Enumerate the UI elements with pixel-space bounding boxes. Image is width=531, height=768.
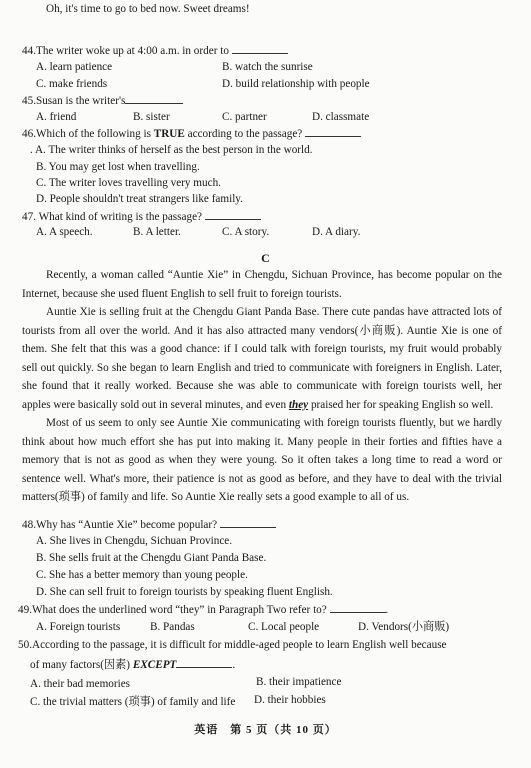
option-48-d: D. She can sell fruit to foreign tourists by speaking fluent English. <box>36 586 333 598</box>
question-48 <box>22 516 276 533</box>
answer-blank <box>232 42 288 54</box>
option-50-d: D. their hobbies <box>254 694 326 706</box>
option-49-b: B. Pandas <box>150 621 195 633</box>
paragraph-2-end: praised her for speaking English so well. <box>308 398 494 411</box>
option-46-d: D. People shouldn't treat strangers like family. <box>36 193 243 205</box>
question-44 <box>22 42 288 59</box>
page-footer: 英语 第 5 页（共 10 页） <box>194 724 337 736</box>
closing-line: Oh, it's time to go to bed now. Sweet dreams! <box>46 3 250 15</box>
option-47-a: A. A speech. <box>36 226 93 238</box>
option-48-b: B. She sells fruit at the Chengdu Giant Panda Base. <box>36 552 267 564</box>
option-44-c: C. make friends <box>36 78 108 90</box>
question-49-stem: 49.What does the underlined word “they” in Paragraph Two refer to? <box>18 604 327 616</box>
answer-blank <box>176 656 232 668</box>
question-46 <box>22 125 361 142</box>
answer-blank <box>305 125 361 137</box>
underlined-word: they <box>288 398 309 411</box>
option-50-c: C. the trivial matters (琐事) of family and life <box>30 696 236 708</box>
option-46-b: B. You may get lost when travelling. <box>36 161 200 173</box>
option-50-a: A. their bad memories <box>30 678 131 690</box>
option-49-c: C. Local people <box>248 621 320 633</box>
question-45-stem: 45.Susan is the writer's <box>22 95 126 107</box>
question-44-stem: 44.The writer woke up at 4:00 a.m. in order to <box>22 45 229 57</box>
passage-paragraph-1: Recently, a woman called “Auntie Xie” in Chengdu, Sichuan Province, has become popular on the Internet, because she used fluent English to sell fruit to foreign tourists. <box>22 269 502 300</box>
question-47 <box>22 208 261 225</box>
question-50-line-2: of many factors(因素) EXCEPT . <box>30 656 235 673</box>
question-50-stem-bold: EXCEPT <box>132 659 177 671</box>
option-45-d: D. classmate <box>312 111 370 123</box>
option-45-b: B. sister <box>133 111 170 123</box>
option-44-d: D. build relationship with people <box>222 78 370 90</box>
question-46-stem-pre: 46.Which of the following is <box>22 128 154 140</box>
option-45-c: C. partner <box>222 111 267 123</box>
section-heading: C <box>261 251 270 265</box>
question-46-stem-bold: TRUE <box>153 128 185 140</box>
question-50-stem-pre: of many factors(因素) <box>30 659 133 671</box>
passage-paragraph-3: Most of us seem to only see Auntie Xie communicating with foreign tourists fluently, but we hardly think about how much effort she has put into making it. Many people in their forties and fifties have a memory that is not as good as when they were young. So it often takes a long time to read a word or sentence well. What's more, their patience is not as good as before, and they have to deal with the trivial matters(琐事) of family and life. So Auntie Xie really sets a good example to all of us. <box>22 417 502 503</box>
option-45-a: A. friend <box>36 111 77 123</box>
question-48-stem: 48.Why has “Auntie Xie” become popular? <box>22 519 218 531</box>
option-50-b: B. their impatience <box>256 676 342 688</box>
option-48-c: C. She has a better memory than young people. <box>36 569 248 581</box>
option-44-a: A. learn patience <box>36 61 113 73</box>
option-49-d: D. Vendors(小商贩) <box>358 621 450 633</box>
paragraph-2-text: Auntie Xie is selling fruit at the Chengdu Giant Panda Base. There cute pandas have attracted lots of tourists from all over the world. And it has also attracted many vendors(小商贩). Auntie Xie is one of them. She felt that this was a good chance: if I could talk with foreign tourists, my fruit would probably sell out quickly. So she began to learn English and tried to communicate with foreigners in English. Later, she found that it really worked. Because she was able to communicate with foreign tourists well, her apples were basically sold out in several minutes, and even <box>22 306 502 411</box>
answer-blank <box>125 92 183 104</box>
option-44-b: B. watch the sunrise <box>222 61 313 73</box>
option-49-a: A. Foreign tourists <box>36 621 121 633</box>
passage-paragraph-2 <box>22 303 502 414</box>
option-46-c: C. The writer loves travelling very much. <box>36 177 221 189</box>
option-48-a: A. She lives in Chengdu, Sichuan Province. <box>36 535 233 547</box>
question-50-line-1: 50.According to the passage, it is difficult for middle-aged people to learn English well because <box>18 639 447 651</box>
option-47-c: C. A story. <box>222 226 270 238</box>
option-46-a: . A. The writer thinks of herself as the best person in the world. <box>30 144 313 156</box>
answer-blank <box>205 208 261 220</box>
question-45 <box>22 92 183 109</box>
answer-blank <box>220 516 276 528</box>
answer-blank <box>330 601 386 613</box>
option-47-d: D. A diary. <box>312 226 361 238</box>
option-47-b: B. A letter. <box>133 226 181 238</box>
question-46-stem-post: according to the passage? <box>184 128 303 140</box>
question-47-stem: 47. What kind of writing is the passage? <box>22 211 202 223</box>
question-49: 49.What does the underlined word “they” in Paragraph Two refer to? . <box>18 601 388 618</box>
